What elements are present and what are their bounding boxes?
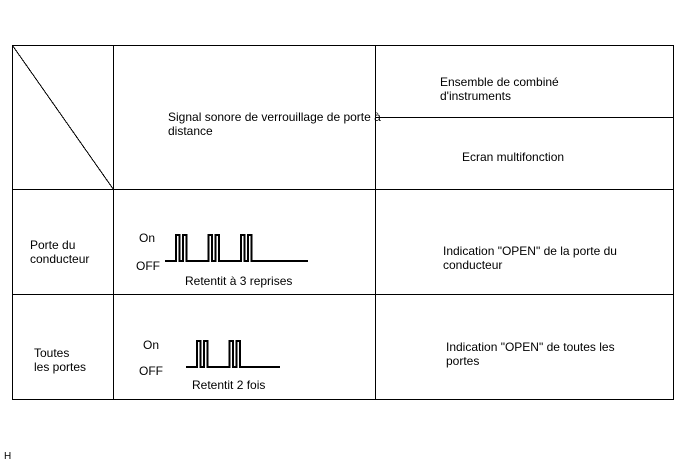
- row-2-indication-line-2: portes: [446, 354, 480, 368]
- row-2-label-line-1: Toutes: [34, 346, 70, 360]
- row-2-buzzer-waveform: [187, 341, 279, 367]
- row-2-indication-line-1: Indication "OPEN" de toutes les: [446, 340, 615, 354]
- row-1-indication-line-1: Indication "OPEN" de la porte du: [443, 244, 617, 258]
- row-2-off-label: OFF: [139, 364, 163, 378]
- row-1-indication-line-2: conducteur: [443, 258, 503, 272]
- row-2-label-line-2: les portes: [34, 360, 87, 374]
- row-1-label-line-1: Porte du: [30, 238, 76, 252]
- header-display-title-line-1: Ensemble de combiné: [440, 75, 559, 89]
- row-1-buzzer-caption: Retentit à 3 reprises: [185, 274, 293, 288]
- row-1-off-label: OFF: [136, 259, 160, 273]
- row-1-buzzer-waveform: [166, 235, 307, 261]
- row-1-label-line-2: conducteur: [30, 252, 90, 266]
- row-1-on-label: On: [139, 231, 156, 245]
- header-display-subtitle: Ecran multifonction: [462, 150, 565, 164]
- row-2-on-label: On: [143, 338, 160, 352]
- row-2-buzzer-caption: Retentit 2 fois: [192, 378, 266, 392]
- header-signal-title-line-2: distance: [168, 124, 213, 138]
- header-signal-title-line-1: Signal sonore de verrouillage de porte à: [168, 110, 381, 124]
- header-display-title-line-2: d'instruments: [440, 89, 511, 103]
- figure-code: H: [4, 451, 12, 462]
- header-corner-diagonal: [13, 46, 114, 190]
